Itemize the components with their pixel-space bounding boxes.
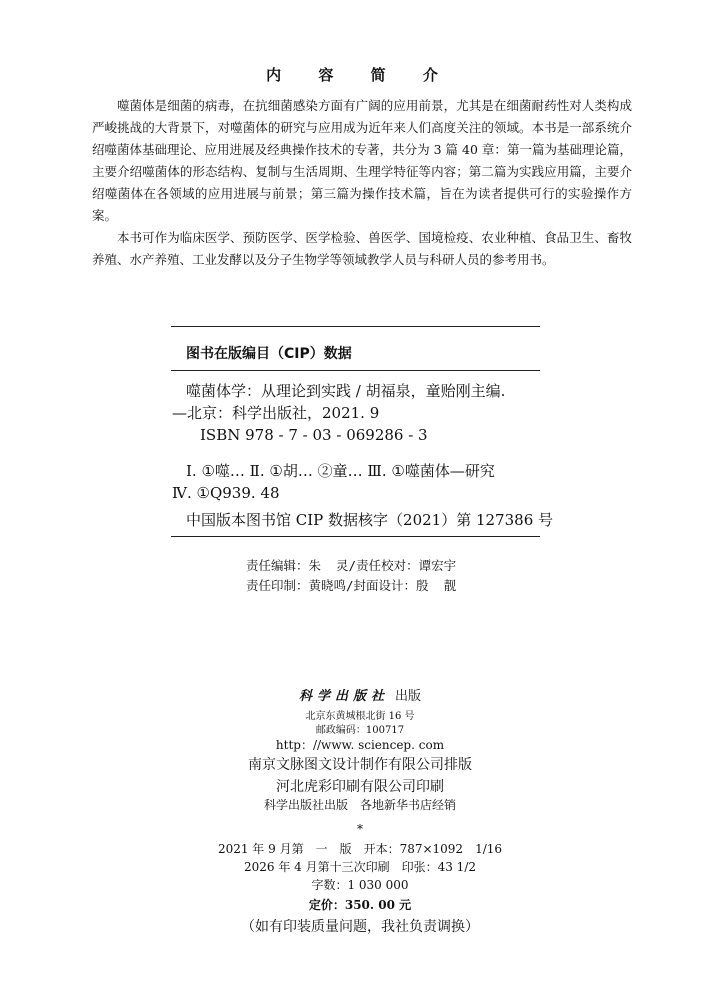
typesetting-credit: 南京文脉图文设计制作有限公司排版 xyxy=(248,757,472,773)
summary-title: 内 容 简 介 xyxy=(266,66,454,84)
cip-publish-line: —北京：科学出版社，2021. 9 xyxy=(172,404,380,422)
publisher-suffix: 出版 xyxy=(395,689,422,704)
quality-note: （如有印装质量问题，我社负责调换） xyxy=(241,919,479,935)
cip-class-line: Ⅰ. ①噬… Ⅱ. ①胡… ②童… Ⅲ. ①噬菌体—研究 xyxy=(186,462,495,480)
staff-line: 责任编辑：朱 灵/责任校对：谭宏宇 xyxy=(246,558,457,573)
publisher-name: 科学出版社 xyxy=(298,689,389,704)
summary-paragraph: 本书可作为临床医学、预防医学、医学检验、兽医学、国境检疫、农业种植、食品卫生、畜牧养殖、水产养殖、工业发酵以及分子生物学等领域教学人员与科研人员的参考用书。 xyxy=(92,230,632,267)
cip-class-line: Ⅳ. ①Q939. 48 xyxy=(172,484,280,502)
publisher-line xyxy=(0,685,720,704)
staff-credits xyxy=(246,556,456,596)
staff-line: 责任印制：黄晓鸣/封面设计：殷 靓 xyxy=(246,578,457,593)
publisher-address: 北京东黄城根北街 16 号 xyxy=(305,711,415,722)
distribution-credit: 科学出版社出版 各地新华书店经销 xyxy=(263,798,456,812)
price: 定价：350. 00 元 xyxy=(308,898,412,912)
summary-paragraph: 噬菌体是细菌的病毒，在抗细菌感染方面有广阔的应用前景，尤其是在细菌耐药性对人类构成严峻挑战的大背景下，对噬菌体的研究与应用成为近年来人们高度关注的领域。本书是一部系统介绍噬菌体基础理论、应用进展及经典操作技术的专著，共分为 3 篇 40 章：第一篇为基础理论篇，主要介绍噬菌体的形态结构、复制与生活周期、生理学特征等内容；第二篇为实践应用篇，主要介绍噬菌体在各领域的应用进展与前景；第三篇为操作技术篇，旨在为读者提供可行的实验操作方案。 xyxy=(92,98,632,223)
publisher-website: http：//www. sciencep. com xyxy=(275,738,445,752)
cip-isbn-line: ISBN 978 - 7 - 03 - 069286 - 3 xyxy=(200,426,428,444)
publisher-postcode: 邮政编码：100717 xyxy=(315,725,405,736)
cip-record xyxy=(172,380,572,504)
printing-credit: 河北虎彩印刷有限公司印刷 xyxy=(276,779,444,795)
summary-section xyxy=(92,95,632,271)
cip-heading: 图书在版编目（CIP）数据 xyxy=(186,346,352,362)
printing-line: 2026 年 4 月第十三次印刷 印张：43 1/2 xyxy=(243,860,476,874)
cip-book-line: 噬菌体学：从理论到实践 / 胡福泉，童贻刚主编. xyxy=(186,382,506,400)
separator-asterisk: * xyxy=(357,822,363,836)
word-count: 字数：1 030 000 xyxy=(311,878,409,892)
cip-heading-rule xyxy=(171,370,540,371)
cip-top-rule xyxy=(171,326,540,327)
cip-record-number: 中国版本图书馆 CIP 数据核字（2021）第 127386 号 xyxy=(186,511,554,529)
edition-line: 2021 年 9 月第 一 版 开本：787×1092 1/16 xyxy=(217,842,503,856)
cip-bottom-rule xyxy=(171,536,540,537)
